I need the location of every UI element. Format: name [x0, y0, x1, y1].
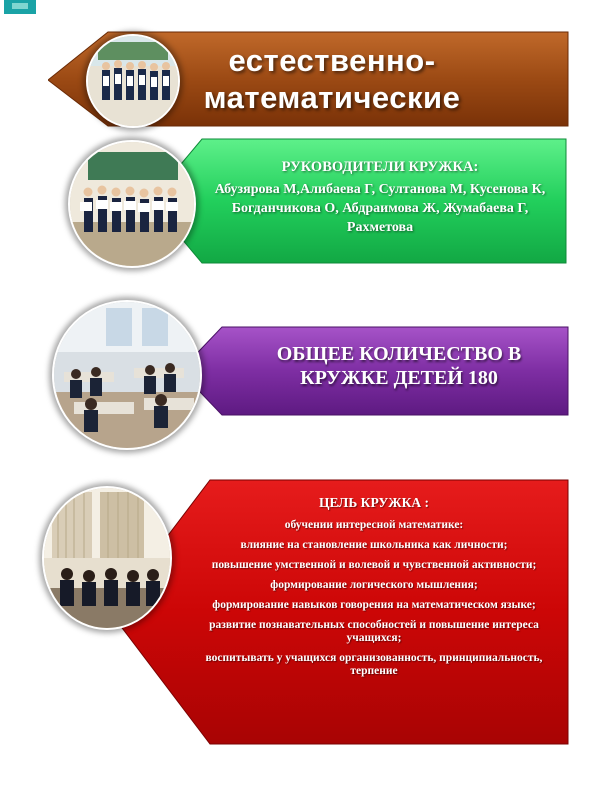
photo-students-line: [86, 34, 180, 128]
goal-item: формирование навыков говорения на математическом языке;: [212, 599, 536, 611]
photo-classroom-group: [68, 140, 196, 268]
leaders-names: Абузярова М,Алибаева Г, Султанова М, Кусенова К, Богданчикова О, Абдраимова Ж, Жумабаева Г, Рахметова: [214, 182, 546, 235]
goal-item: влияние на становление школьника как личности;: [240, 539, 508, 551]
goal-heading: ЦЕЛЬ КРУЖКА :: [318, 495, 430, 510]
corner-mark: [4, 0, 36, 14]
goal-item: формирование логического мышления;: [270, 579, 478, 591]
club-title-line1: естественно-: [228, 43, 436, 78]
count-text: ОБЩЕЕ КОЛИЧЕСТВО В КРУЖКЕ ДЕТЕЙ 180: [276, 343, 522, 389]
leaders-heading: РУКОВОДИТЕЛИ КРУЖКА:: [281, 159, 479, 175]
goal-item: обучении интересной математике:: [284, 519, 464, 531]
photo-classroom-window: [42, 486, 172, 630]
club-title-line2: математические: [203, 80, 461, 115]
goal-item: воспитывать у учащихся организованность, принципиальность, терпение: [205, 652, 543, 677]
goal-block: [193, 496, 555, 685]
photo-classroom-desks: [52, 300, 202, 450]
goal-item: повышение умственной и волевой и чувственной активности;: [211, 559, 537, 571]
leaders-block: [205, 158, 555, 237]
club-title: [182, 42, 482, 116]
goal-item: развитие познавательных способностей и повышение интереса учащихся;: [209, 619, 539, 644]
